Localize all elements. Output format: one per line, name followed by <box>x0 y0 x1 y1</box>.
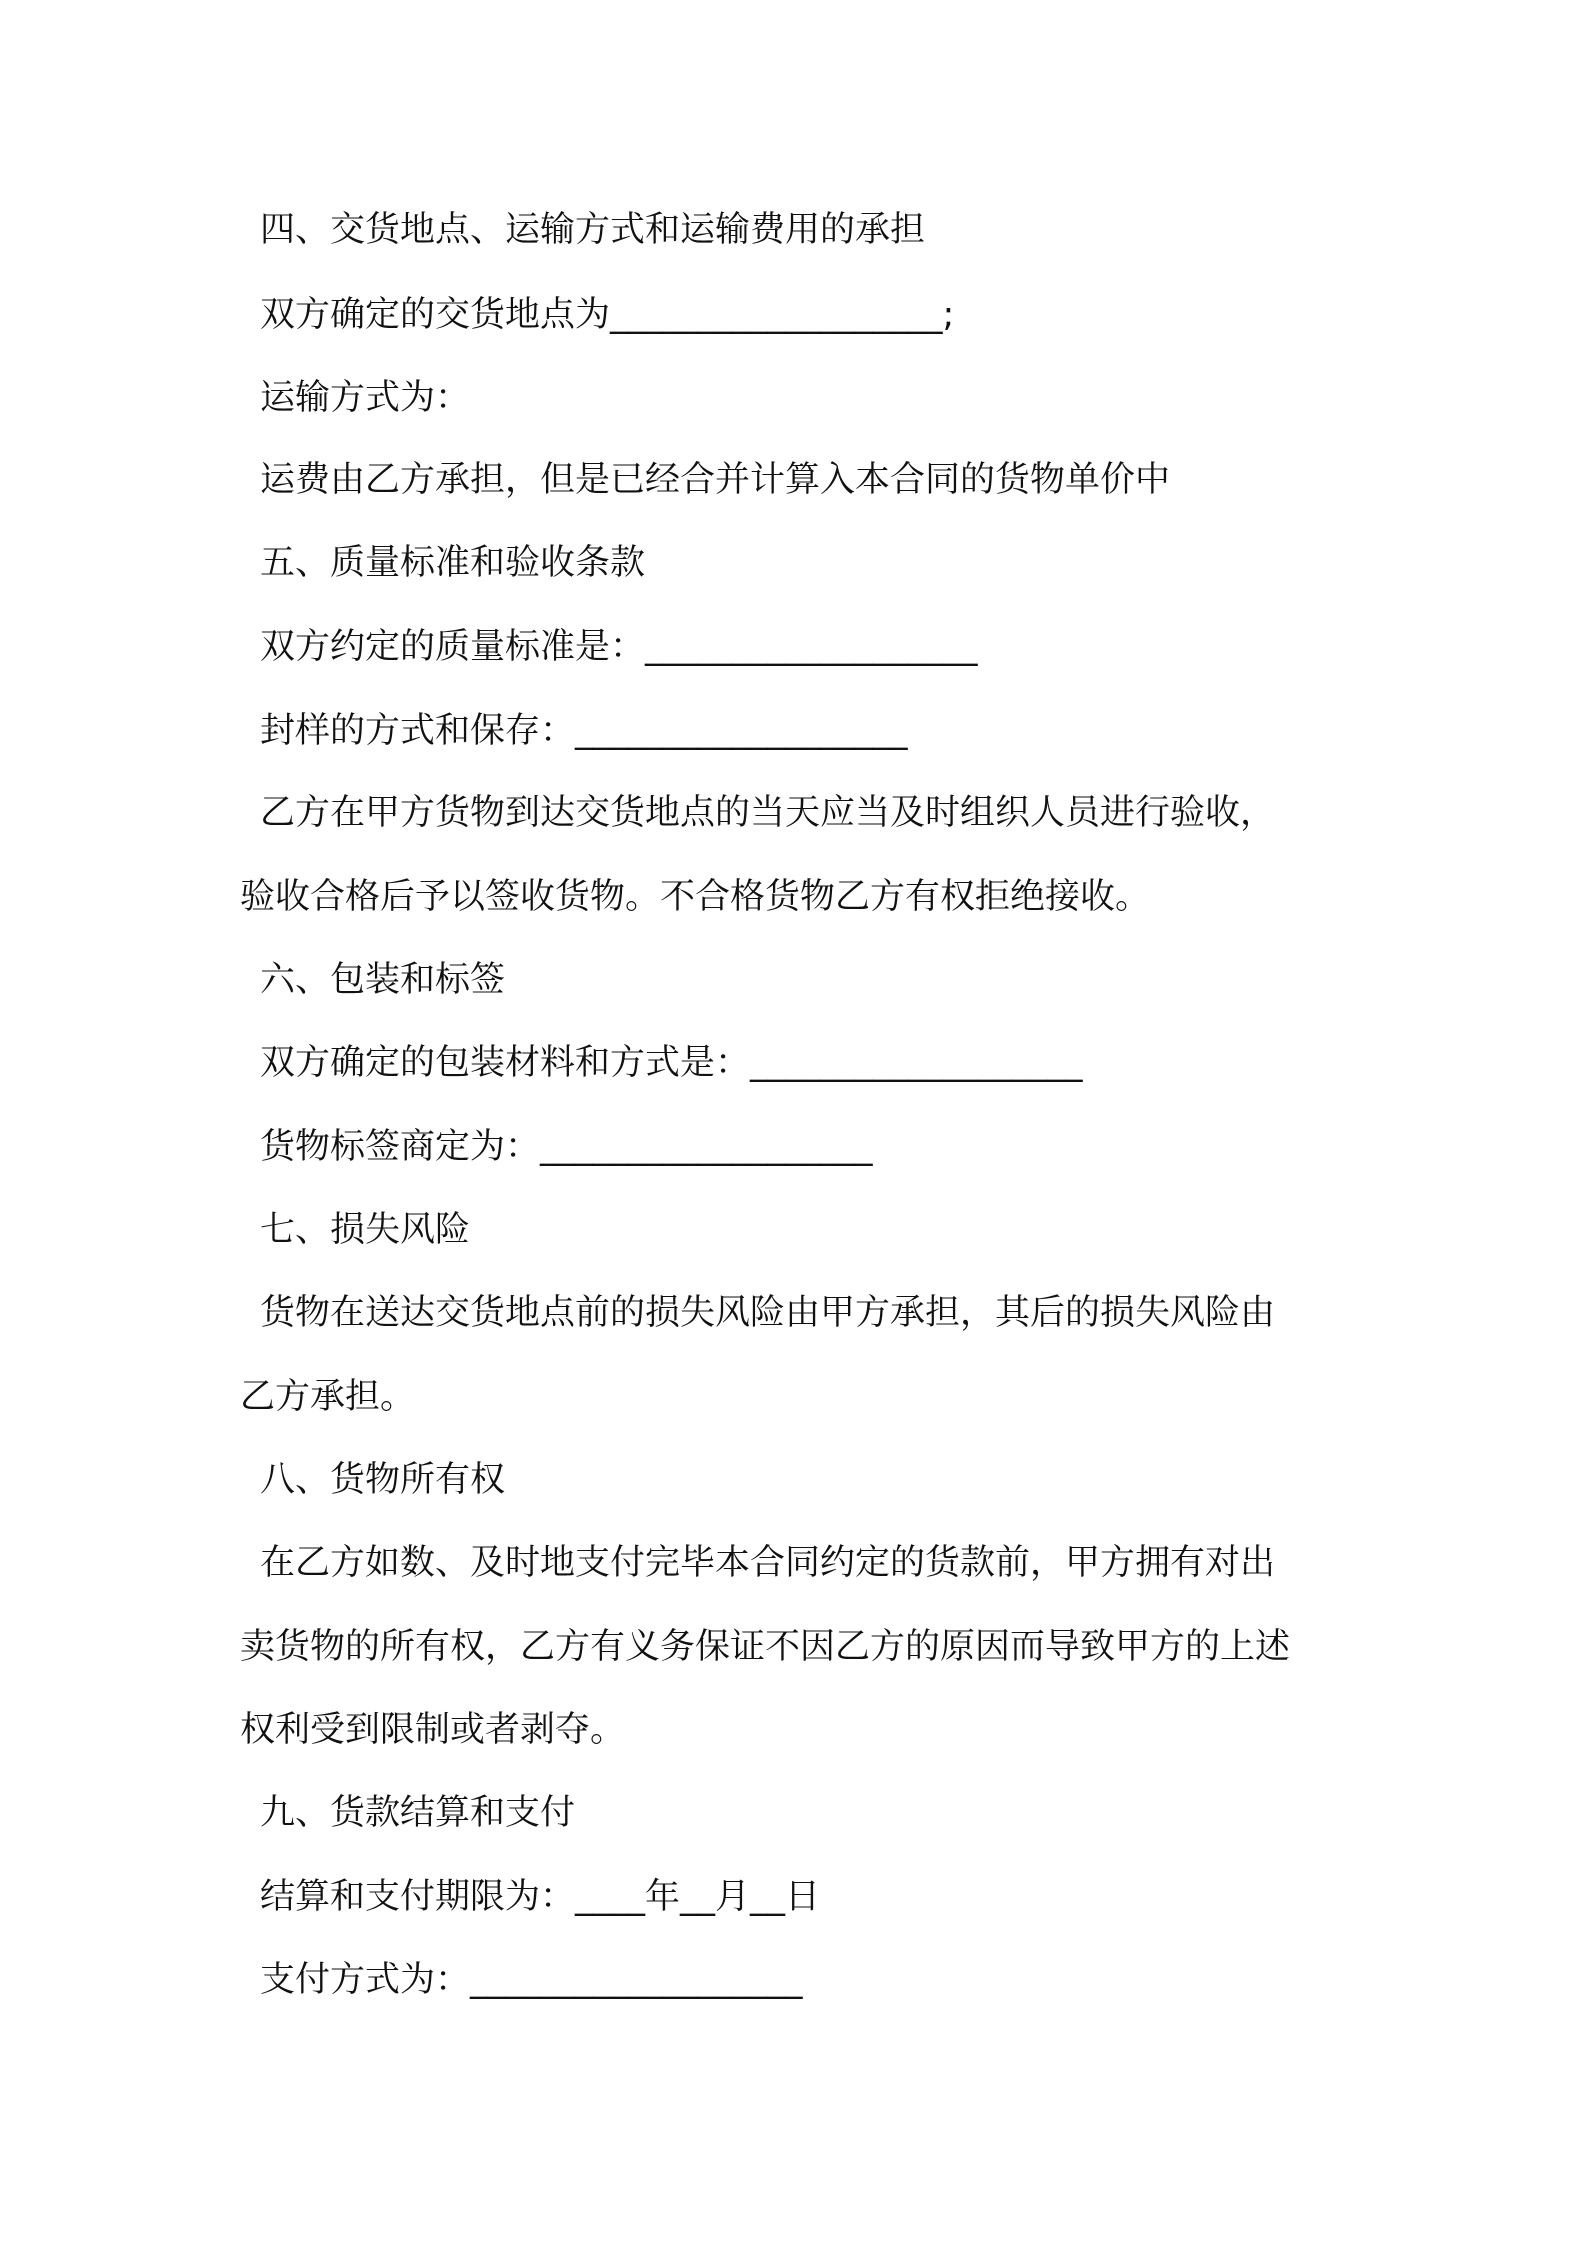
section-heading-ownership: 八、货物所有权 <box>260 1460 506 1500</box>
ownership-paragraph-line-2: 卖货物的所有权，乙方有义务保证不因乙方的原因而导致甲方的上述 <box>240 1627 1291 1667</box>
ownership-paragraph-line-1: 在乙方如数、及时地支付完毕本合同约定的货款前，甲方拥有对出 <box>260 1543 1276 1583</box>
delivery-location-line: 双方确定的交货地点为___________________; <box>260 295 955 335</box>
sample-sealing-line: 封样的方式和保存：___________________ <box>260 711 908 751</box>
payment-deadline-line: 结算和支付期限为：____年__月__日 <box>260 1877 821 1917</box>
inspection-paragraph-line-2: 验收合格后予以签收货物。不合格货物乙方有权拒绝接收。 <box>240 877 1151 917</box>
inspection-paragraph-line-1: 乙方在甲方货物到达交货地点的当天应当及时组织人员进行验收， <box>260 793 1276 833</box>
risk-paragraph-line-1: 货物在送达交货地点前的损失风险由甲方承担，其后的损失风险由 <box>260 1293 1276 1333</box>
section-heading-payment: 九、货款结算和支付 <box>260 1793 576 1833</box>
goods-label-line: 货物标签商定为：___________________ <box>260 1127 873 1167</box>
section-heading-risk: 七、损失风险 <box>260 1210 471 1250</box>
freight-cost-line: 运费由乙方承担，但是已经合并计算入本合同的货物单价中 <box>260 460 1171 500</box>
transport-method-line: 运输方式为： <box>260 378 471 418</box>
quality-standard-line: 双方约定的质量标准是：___________________ <box>260 627 978 667</box>
ownership-paragraph-line-3: 权利受到限制或者剥夺。 <box>240 1710 626 1750</box>
risk-paragraph-line-2: 乙方承担。 <box>240 1377 416 1417</box>
packaging-material-line: 双方确定的包装材料和方式是：___________________ <box>260 1043 1083 1083</box>
section-heading-delivery: 四、交货地点、运输方式和运输费用的承担 <box>260 210 926 250</box>
section-heading-quality: 五、质量标准和验收条款 <box>260 543 646 583</box>
payment-method-line: 支付方式为：___________________ <box>260 1960 803 2000</box>
section-heading-packaging: 六、包装和标签 <box>260 960 506 1000</box>
